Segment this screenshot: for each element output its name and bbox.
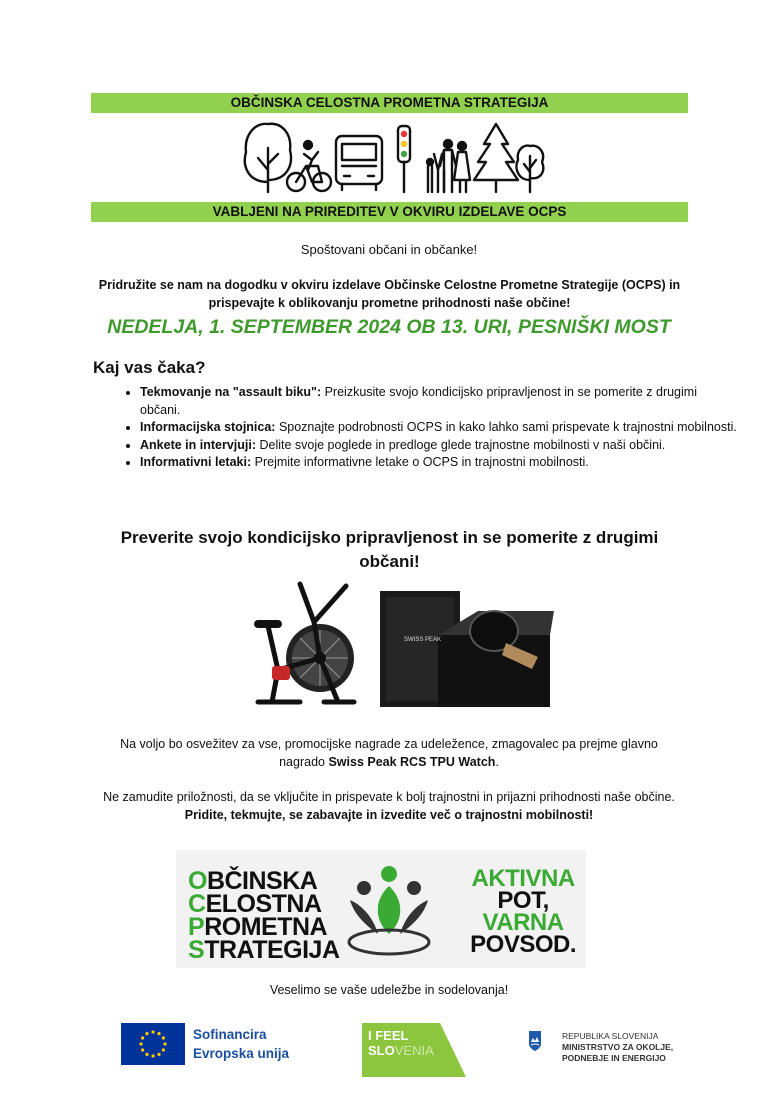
logo-wordmark: OBČINSKA CELOSTNA PROMETNA STRATEGIJA	[188, 867, 340, 964]
promo-heading: Preverite svojo kondicijsko pripravljenost in se pomerite z drugimi občani!	[120, 528, 659, 571]
green-light-icon	[401, 151, 407, 157]
cyclist-icon	[287, 141, 331, 191]
pine-tree-icon	[474, 124, 518, 192]
list-item	[140, 437, 740, 455]
item-label: Ankete in intervjuji:	[140, 437, 256, 452]
tree-icon	[245, 124, 291, 192]
subtitle-banner: VABLJENI NA PRIREDITEV V OKVIRU IZDELAVE OCPS	[91, 202, 688, 222]
ocps-logo	[176, 850, 586, 968]
activity-list	[95, 384, 740, 472]
eu-cofunding-label: Sofinancira Evropska unija	[193, 1027, 290, 1061]
invitation-callout: Pridite, tekmujte, se zabavajte in izvedite več o trajnostni mobilnosti!	[184, 808, 594, 822]
family-icon	[427, 140, 470, 192]
section-title: Kaj vas čaka?	[93, 358, 206, 377]
air-bike-image	[228, 578, 363, 713]
title-banner: OBČINSKA CELOSTNA PROMETNA STRATEGIJA	[91, 93, 688, 113]
list-item	[140, 384, 740, 419]
list-item	[140, 419, 740, 437]
logo-slogan: AKTIVNA POT, VARNA POVSOD.	[470, 865, 576, 958]
item-label: Tekmovanje na "assault biku":	[140, 385, 322, 399]
bus-icon	[336, 136, 382, 190]
red-light-icon	[401, 131, 407, 137]
event-date-location: NEDELJA, 1. SEPTEMBER 2024 OB 13. URI, PESNIŠKI MOST	[107, 316, 671, 338]
intro-text: Pridružite se nam na dogodku v okviru izdelave Občinske Celostne Prometne Strategije (OCPS) in prispevajte k oblikovanju prometne prihodnosti naše občine!	[98, 278, 681, 310]
slovenia-coat-of-arms-icon	[528, 1030, 542, 1052]
list-item	[140, 454, 740, 472]
closing-line: Veselimo se vaše udeležbe in sodelovanja!	[269, 983, 509, 997]
tree-icon-small	[517, 146, 544, 192]
invitation-text: Ne zamudite priložnosti, da se vključite in prispevate k bolj trajnostni in prijazni prihodnosti naše občine.	[103, 790, 675, 804]
greeting: Spoštovani občani in občanke!	[300, 242, 478, 257]
item-text: Prejmite informativne letake o OCPS in trajnostni mobilnosti.	[251, 455, 589, 469]
item-label: Informacijska stojnica:	[140, 420, 276, 434]
item-text: Preizkusite svojo kondicijsko pripravljenost in se pomerite z drugimi občani.	[140, 385, 697, 417]
prize-name: Swiss Peak RCS TPU Watch	[328, 755, 496, 769]
invitation-paragraph	[95, 788, 683, 824]
item-label: Informativni letaki:	[140, 455, 252, 469]
yellow-light-icon	[401, 141, 407, 147]
watch-box-image	[378, 583, 556, 715]
ministry-label: REPUBLIKA SLOVENIJA MINISTRSTVO ZA OKOLJE, PODNEBJE IN ENERGIJO	[562, 1031, 674, 1063]
eu-flag-icon	[121, 1023, 185, 1065]
people-logo-icon	[344, 860, 434, 960]
refreshment-paragraph: Na voljo bo osvežitev za vse, promocijske nagrade za udeležence, zmagovalec pa prejme glavno nagrado Swiss Peak RCS TPU Watch.	[120, 737, 658, 769]
mobility-pictogram	[238, 120, 548, 196]
watch-brand-label: SWISS PEAK	[404, 637, 442, 643]
i-feel-slovenia-text: I FEEL SLOVENIA	[368, 1028, 434, 1058]
item-text: Delite svoje poglede in predloge glede trajnostne mobilnosti v naši občini.	[256, 437, 666, 452]
item-text: Spoznajte podrobnosti OCPS in kako lahko sami prispevate k trajnostni mobilnosti.	[275, 420, 737, 434]
